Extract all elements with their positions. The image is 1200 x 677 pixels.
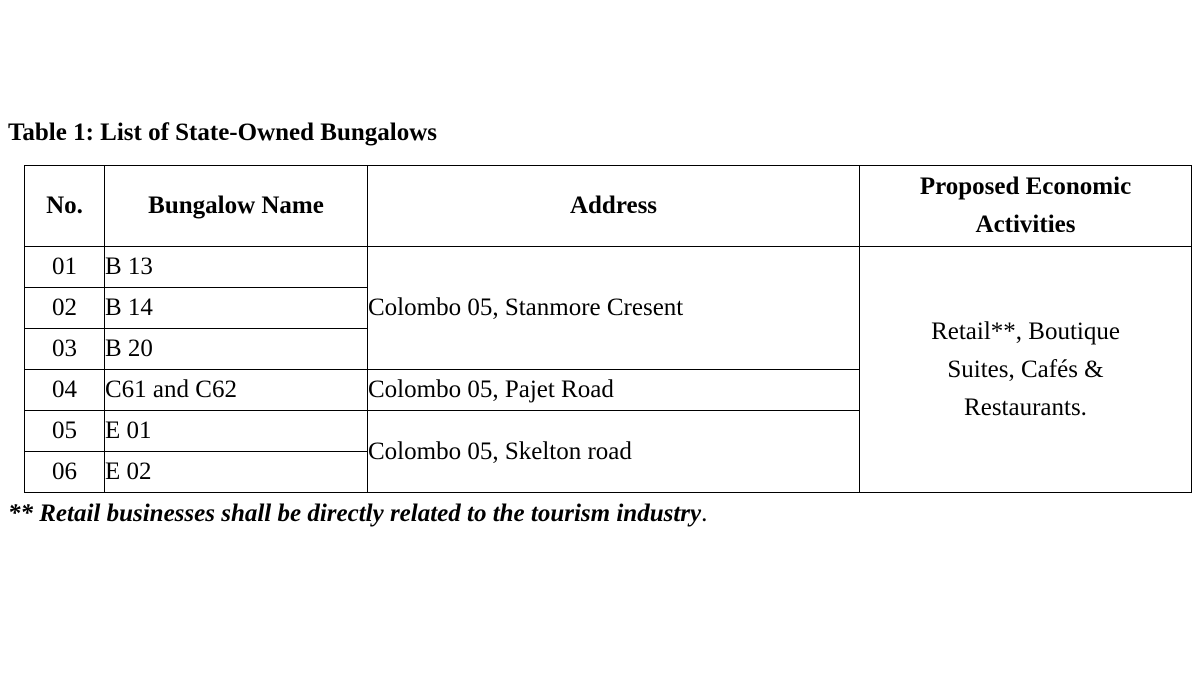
header-no: No. [25, 166, 105, 247]
row-no: 05 [25, 411, 105, 452]
row-bungalow-name: B 13 [105, 247, 368, 288]
header-row [25, 166, 1192, 247]
activities-line1: Retail**, Boutique [931, 317, 1120, 345]
header-activities-line1: Proposed Economic [919, 173, 1132, 200]
row-bungalow-name: B 14 [105, 288, 368, 329]
footnote-text: ** Retail businesses shall be directly related to the tourism industry [8, 500, 702, 527]
table-caption: Table 1: List of State-Owned Bungalows [8, 119, 437, 146]
row-no: 03 [25, 329, 105, 370]
row-no: 04 [25, 370, 105, 411]
footnote [8, 497, 707, 531]
header-address: Address [368, 166, 860, 247]
footnote-period: . [701, 500, 708, 527]
row-bungalow-name: E 01 [105, 411, 368, 452]
row-no: 01 [25, 247, 105, 288]
activities-line2: Suites, Cafés & [947, 355, 1104, 383]
proposed-activities [860, 247, 1192, 493]
address-stanmore: Colombo 05, Stanmore Cresent [368, 247, 860, 370]
header-proposed-activities [860, 166, 1192, 247]
address-pajet: Colombo 05, Pajet Road [368, 370, 860, 411]
address-skelton: Colombo 05, Skelton road [368, 411, 860, 493]
row-no: 06 [25, 452, 105, 493]
row-bungalow-name: C61 and C62 [105, 370, 368, 411]
activities-line3: Restaurants. [964, 393, 1087, 421]
row-bungalow-name: E 02 [105, 452, 368, 493]
bungalows-table [24, 165, 1192, 493]
table-row [25, 247, 1192, 288]
header-bungalow-name: Bungalow Name [105, 166, 368, 247]
header-activities-line2: Activities [975, 211, 1076, 238]
row-no: 02 [25, 288, 105, 329]
row-bungalow-name: B 20 [105, 329, 368, 370]
